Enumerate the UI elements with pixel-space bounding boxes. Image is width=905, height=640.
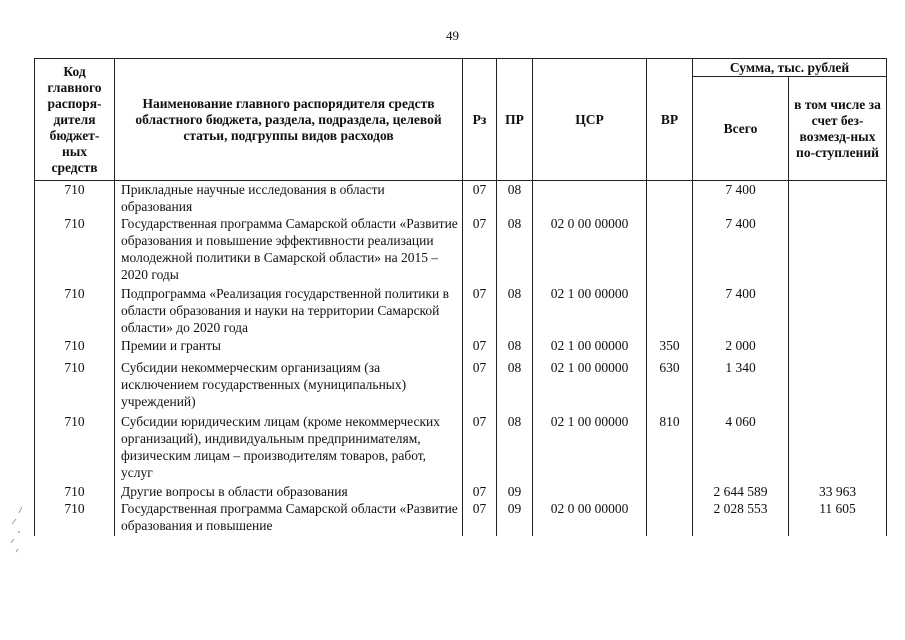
cell-csr: [533, 181, 647, 216]
scan-artifact: [8, 505, 32, 565]
cell-vr: 630: [647, 359, 693, 413]
cell-total: 2 644 589: [693, 483, 789, 500]
header-name: Наименование главного распорядителя средств областного бюджета, раздела, подраздела, целевой статьи, подгруппы видов расходов: [115, 59, 463, 181]
cell-pr: 09: [497, 500, 533, 536]
cell-grant: 11 605: [789, 500, 887, 536]
cell-grant: [789, 181, 887, 216]
cell-total: 2 028 553: [693, 500, 789, 536]
budget-table: [34, 58, 887, 536]
cell-rz: 07: [463, 483, 497, 500]
header-total: Всего: [693, 77, 789, 181]
cell-rz: 07: [463, 337, 497, 359]
cell-total: 2 000: [693, 337, 789, 359]
cell-vr: [647, 285, 693, 337]
table-row: [35, 215, 887, 285]
cell-csr: 02 1 00 00000: [533, 359, 647, 413]
cell-grant: [789, 285, 887, 337]
cell-code: 710: [35, 181, 115, 216]
table-row: [35, 413, 887, 483]
cell-code: 710: [35, 285, 115, 337]
cell-pr: 08: [497, 181, 533, 216]
cell-code: 710: [35, 483, 115, 500]
cell-pr: 08: [497, 413, 533, 483]
table-row: [35, 285, 887, 337]
cell-pr: 08: [497, 215, 533, 285]
table-row: [35, 500, 887, 536]
header-csr: ЦСР: [533, 59, 647, 181]
cell-csr: 02 0 00 00000: [533, 500, 647, 536]
table-row: [35, 483, 887, 500]
cell-code: 710: [35, 337, 115, 359]
cell-rz: 07: [463, 181, 497, 216]
cell-code: 710: [35, 359, 115, 413]
cell-csr: 02 0 00 00000: [533, 215, 647, 285]
cell-total: 7 400: [693, 215, 789, 285]
cell-csr: 02 1 00 00000: [533, 413, 647, 483]
cell-csr: 02 1 00 00000: [533, 337, 647, 359]
cell-grant: [789, 359, 887, 413]
cell-vr: [647, 181, 693, 216]
cell-name: Подпрограмма «Реализация государственной политики в области образования и науки на территории Самарской области» до 2020 года: [115, 285, 463, 337]
cell-name: Прикладные научные исследования в области образования: [115, 181, 463, 216]
header-code: Код главного распоря-дителя бюджет-ных средств: [35, 59, 115, 181]
cell-code: 710: [35, 500, 115, 536]
cell-name: Другие вопросы в области образования: [115, 483, 463, 500]
cell-grant: 33 963: [789, 483, 887, 500]
cell-vr: [647, 500, 693, 536]
cell-vr: 810: [647, 413, 693, 483]
cell-rz: 07: [463, 500, 497, 536]
cell-pr: 09: [497, 483, 533, 500]
cell-vr: [647, 215, 693, 285]
cell-rz: 07: [463, 413, 497, 483]
cell-pr: 08: [497, 359, 533, 413]
cell-grant: [789, 413, 887, 483]
cell-name: Премии и гранты: [115, 337, 463, 359]
cell-name: Государственная программа Самарской области «Развитие образования и повышение: [115, 500, 463, 536]
cell-rz: 07: [463, 359, 497, 413]
cell-rz: 07: [463, 215, 497, 285]
cell-total: 7 400: [693, 181, 789, 216]
header-pr: ПР: [497, 59, 533, 181]
table-row: [35, 359, 887, 413]
cell-pr: 08: [497, 285, 533, 337]
cell-name: Государственная программа Самарской области «Развитие образования и повышение эффективности реализации молодежной политики в Самарской области» на 2015 – 2020 годы: [115, 215, 463, 285]
cell-pr: 08: [497, 337, 533, 359]
budget-sheet: [34, 58, 886, 536]
table-row: [35, 337, 887, 359]
cell-vr: 350: [647, 337, 693, 359]
header-sum-group: Сумма, тыс. рублей: [693, 59, 887, 77]
header-rz: Рз: [463, 59, 497, 181]
header-vr: ВР: [647, 59, 693, 181]
cell-code: 710: [35, 413, 115, 483]
page-number: 49: [446, 28, 459, 43]
cell-grant: [789, 337, 887, 359]
cell-csr: [533, 483, 647, 500]
table-row: [35, 181, 887, 216]
cell-rz: 07: [463, 285, 497, 337]
cell-name: Субсидии некоммерческим организациям (за исключением государственных (муниципальных) учреждений): [115, 359, 463, 413]
cell-grant: [789, 215, 887, 285]
cell-total: 7 400: [693, 285, 789, 337]
cell-vr: [647, 483, 693, 500]
cell-total: 4 060: [693, 413, 789, 483]
header-grant: в том числе за счет без-возмезд-ных по-ступлений: [789, 77, 887, 181]
cell-csr: 02 1 00 00000: [533, 285, 647, 337]
cell-name: Субсидии юридическим лицам (кроме некоммерческих организаций), индивидуальным предпринимателям, физическим лицам – производителям товаров, работ, услуг: [115, 413, 463, 483]
cell-code: 710: [35, 215, 115, 285]
cell-total: 1 340: [693, 359, 789, 413]
